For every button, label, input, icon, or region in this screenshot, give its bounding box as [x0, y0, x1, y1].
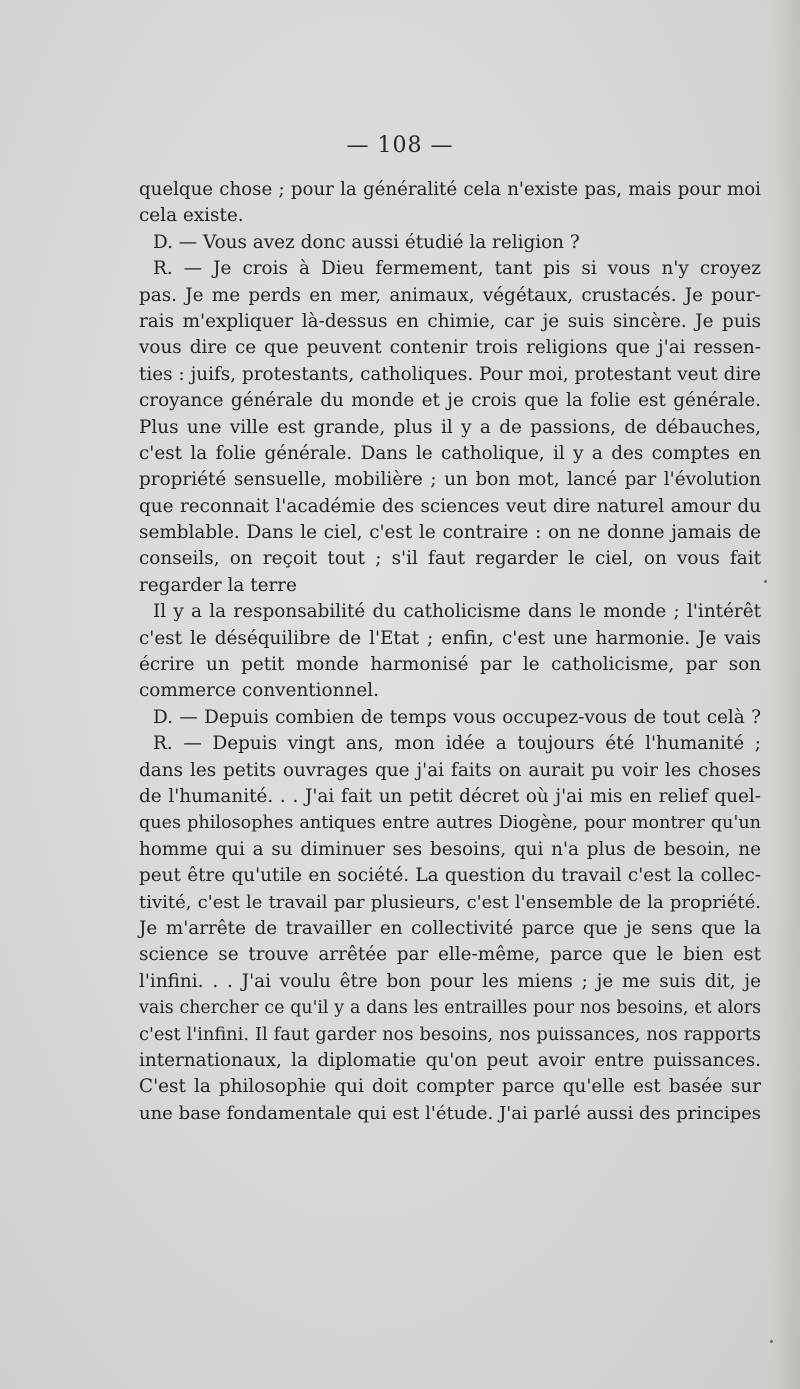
- text-line: rais m'expliquer là-dessus en chimie, car je suis sincère. Je puis: [139, 310, 761, 332]
- text-line: Il y a la responsabilité du catholicisme dans le monde ; l'intérêt: [153, 601, 761, 623]
- text-line: C'est la philosophie qui doit compter parce qu'elle est basée sur: [139, 1076, 761, 1098]
- text-line: une base fondamentale qui est l'étude. J'ai parlé aussi des principes: [139, 1102, 761, 1124]
- text-line: R. — Depuis vingt ans, mon idée a toujours été l'humanité ;: [153, 733, 761, 755]
- text-line: peut être qu'utile en société. La question du travail c'est la collec-: [139, 865, 761, 887]
- text-line: quelque chose ; pour la généralité cela n'existe pas, mais pour moi: [139, 179, 761, 200]
- text-line: vais chercher ce qu'il y a dans les entrailles pour nos besoins, et alors: [139, 998, 761, 1019]
- text-line: pas. Je me perds en mer, animaux, végétaux, crustacés. Je pour-: [139, 284, 761, 306]
- text-line: dans les petits ouvrages que j'ai faits on aurait pu voir les choses: [139, 759, 761, 781]
- page-edge-shadow: [770, 0, 800, 1389]
- text-line: tivité, c'est le travail par plusieurs, c'est l'ensemble de la propriété.: [139, 891, 761, 913]
- text-line: regarder la terre: [139, 574, 297, 596]
- text-line: conseils, on reçoit tout ; s'il faut regarder le ciel, on vous fait: [139, 548, 761, 570]
- text-line: ques philosophes antiques entre autres Diogène, pour montrer qu'un: [139, 813, 761, 834]
- page-number: — 108 —: [346, 133, 454, 158]
- text-line: écrire un petit monde harmonisé par le catholicisme, par son: [139, 654, 761, 676]
- text-line: de l'humanité. . . J'ai fait un petit décret où j'ai mis en relief quel-: [139, 785, 761, 807]
- text-line: cela existe.: [139, 205, 244, 227]
- body-text: [139, 177, 761, 1127]
- text-line: c'est la folie générale. Dans le catholique, il y a des comptes en: [139, 442, 761, 464]
- text-line: commerce conventionnel.: [139, 680, 379, 702]
- text-line: science se trouve arrêtée par elle-même, parce que le bien est: [139, 944, 761, 966]
- text-line: D. — Vous avez donc aussi étudié la religion ?: [153, 231, 580, 253]
- text-line: vous dire ce que peuvent contenir trois religions que j'ai ressen-: [139, 337, 761, 359]
- text-line: Je m'arrête de travailler en collectivité parce que je sens que la: [139, 917, 761, 939]
- text-line: homme qui a su diminuer ses besoins, qui n'a plus de besoin, ne: [139, 838, 761, 860]
- text-line: internationaux, la diplomatie qu'on peut avoir entre puissances.: [139, 1049, 761, 1071]
- text-line: D. — Depuis combien de temps vous occupez-vous de tout celà ?: [153, 706, 761, 728]
- text-line: Plus une ville est grande, plus il y a de passions, de débauches,: [139, 416, 761, 438]
- text-line: croyance générale du monde et je crois que la folie est générale.: [139, 390, 761, 412]
- text-line: c'est l'infini. Il faut garder nos besoins, nos puissances, nos rapports: [139, 1023, 761, 1045]
- text-line: semblable. Dans le ciel, c'est le contraire : on ne donne jamais de: [139, 522, 761, 544]
- text-line: ties : juifs, protestants, catholiques. Pour moi, protestant veut dire: [139, 363, 761, 385]
- text-line: c'est le déséquilibre de l'Etat ; enfin, c'est une harmonie. Je vais: [139, 627, 761, 649]
- text-line: que reconnait l'académie des sciences veut dire naturel amour du: [139, 495, 761, 517]
- text-line: l'infini. . . J'ai voulu être bon pour les miens ; je me suis dit, je: [139, 970, 761, 992]
- paper-speck: [764, 580, 767, 583]
- text-line: R. — Je crois à Dieu fermement, tant pis si vous n'y croyez: [153, 258, 761, 280]
- paper-speck: [770, 1340, 773, 1343]
- text-line: propriété sensuelle, mobilière ; un bon mot, lancé par l'évolution: [139, 469, 761, 491]
